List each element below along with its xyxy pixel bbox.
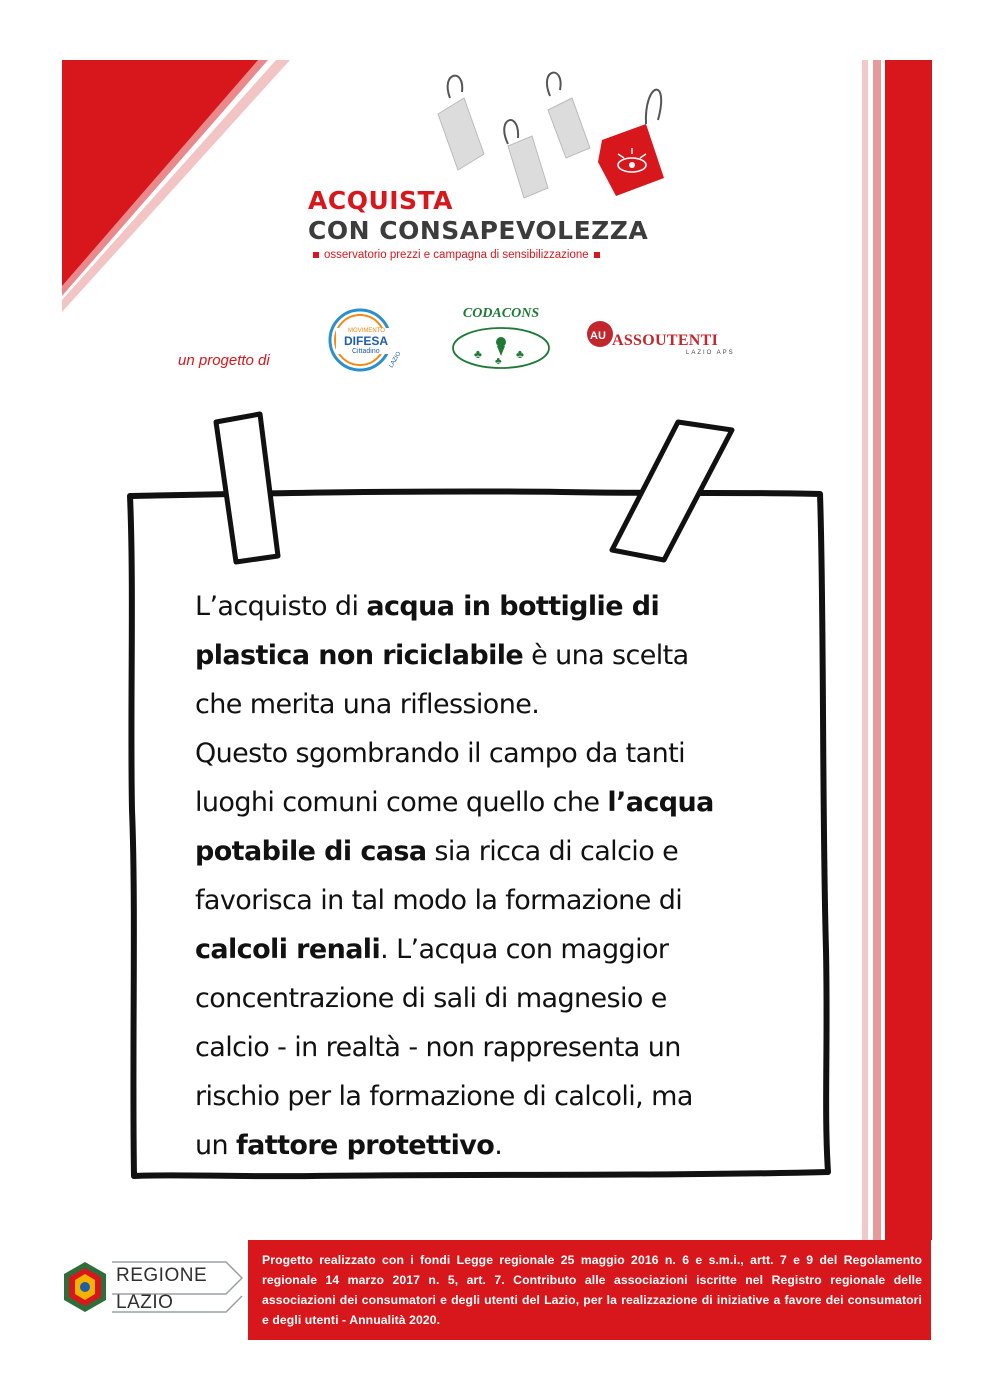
- svg-text:MOVIMENTO: MOVIMENTO: [348, 328, 385, 334]
- svg-text:LAZIO: LAZIO: [388, 350, 403, 369]
- note-line: [195, 876, 795, 925]
- note-line: [195, 925, 795, 974]
- svg-text:♣: ♣: [474, 347, 482, 361]
- svg-text:♣: ♣: [516, 347, 524, 361]
- note-text-run: luoghi comuni come quello che: [195, 787, 608, 818]
- square-bullet-icon: [594, 252, 600, 258]
- right-red-band: [862, 60, 932, 1240]
- note-text-run: sia ricca di calcio e: [426, 836, 679, 867]
- note-emphasis: potabile di casa: [195, 836, 427, 867]
- note-emphasis: calcoli renali: [195, 934, 381, 965]
- note-line: [195, 1023, 795, 1072]
- regione-lazio-emblem: [60, 1260, 110, 1314]
- note-emphasis: plastica non riciclabile: [195, 640, 524, 671]
- funding-text: Progetto realizzato con i fondi Legge regionale 25 maggio 2016 n. 6 e s.m.i., artt. 7 e 9 del Regolamento regionale 14 marzo 2017 n. 5, art. 7. Contributo alle associazioni iscritte nel Registro regionale delle associazioni dei consumatori e degli utenti del Lazio, per la realizzazione di iniziative a favore dei consumatori e degli utenti - Annualità 2020.: [262, 1253, 922, 1327]
- note-line: [195, 582, 795, 631]
- assoutenti-name: ASSOUTENTI: [612, 332, 719, 349]
- note-text-run: L’acquisto di: [195, 591, 367, 622]
- note-text-run: è una scelta: [523, 640, 689, 671]
- assoutenti-region: LAZIO APS: [686, 350, 735, 356]
- note-emphasis: acqua in bottiglie di: [366, 591, 660, 622]
- tagline-text: osservatorio prezzi e campagna di sensibilizzazione: [324, 249, 589, 261]
- note-emphasis: l’acqua: [607, 787, 714, 818]
- svg-text:Cittadino: Cittadino: [352, 348, 380, 355]
- red-tag-icon: [598, 124, 664, 196]
- note-text-run: che merita una riflessione.: [195, 689, 540, 720]
- tag-icon: [438, 98, 590, 198]
- note-text-run: calcio - in realtà - non rappresenta un: [195, 1032, 681, 1063]
- note-text-run: concentrazione di sali di magnesio e: [195, 983, 667, 1014]
- codacons-name: CODACONS: [462, 306, 540, 321]
- note-line: [195, 827, 795, 876]
- note-line: [195, 1121, 795, 1170]
- region-name-line1: REGIONE: [116, 1265, 208, 1286]
- note-emphasis: fattore protettivo: [236, 1130, 495, 1161]
- note-line: [195, 974, 795, 1023]
- square-bullet-icon: [313, 252, 319, 258]
- svg-text:AU: AU: [590, 330, 606, 342]
- note-line: [195, 680, 795, 729]
- region-name-line2: LAZIO: [116, 1292, 174, 1313]
- brand-tagline: [308, 249, 605, 261]
- svg-text:DIFESA: DIFESA: [344, 334, 389, 348]
- note-text-run: .: [494, 1130, 503, 1161]
- note-text-run: favorisca in tal modo la formazione di: [195, 885, 683, 916]
- project-intro: un progetto di: [178, 352, 270, 369]
- mdc-logo: [322, 306, 422, 376]
- brand-title: ACQUISTA: [308, 186, 454, 215]
- note-text-run: . L’acqua con maggior: [380, 934, 669, 965]
- note-line: [195, 1072, 795, 1121]
- note-text-run: Questo sgombrando il campo da tanti: [195, 738, 686, 769]
- note-line: [195, 729, 795, 778]
- brand-subtitle: CON CONSAPEVOLEZZA: [308, 216, 649, 245]
- corner-decoration: [0, 0, 300, 320]
- price-tags-illustration: [420, 62, 690, 212]
- note-line: [195, 631, 795, 680]
- note-text-run: un: [195, 1130, 237, 1161]
- note-text-run: rischio per la formazione di calcoli, ma: [195, 1081, 693, 1112]
- note-line: [195, 778, 795, 827]
- note-body: [195, 582, 795, 1170]
- svg-text:♣: ♣: [495, 356, 502, 367]
